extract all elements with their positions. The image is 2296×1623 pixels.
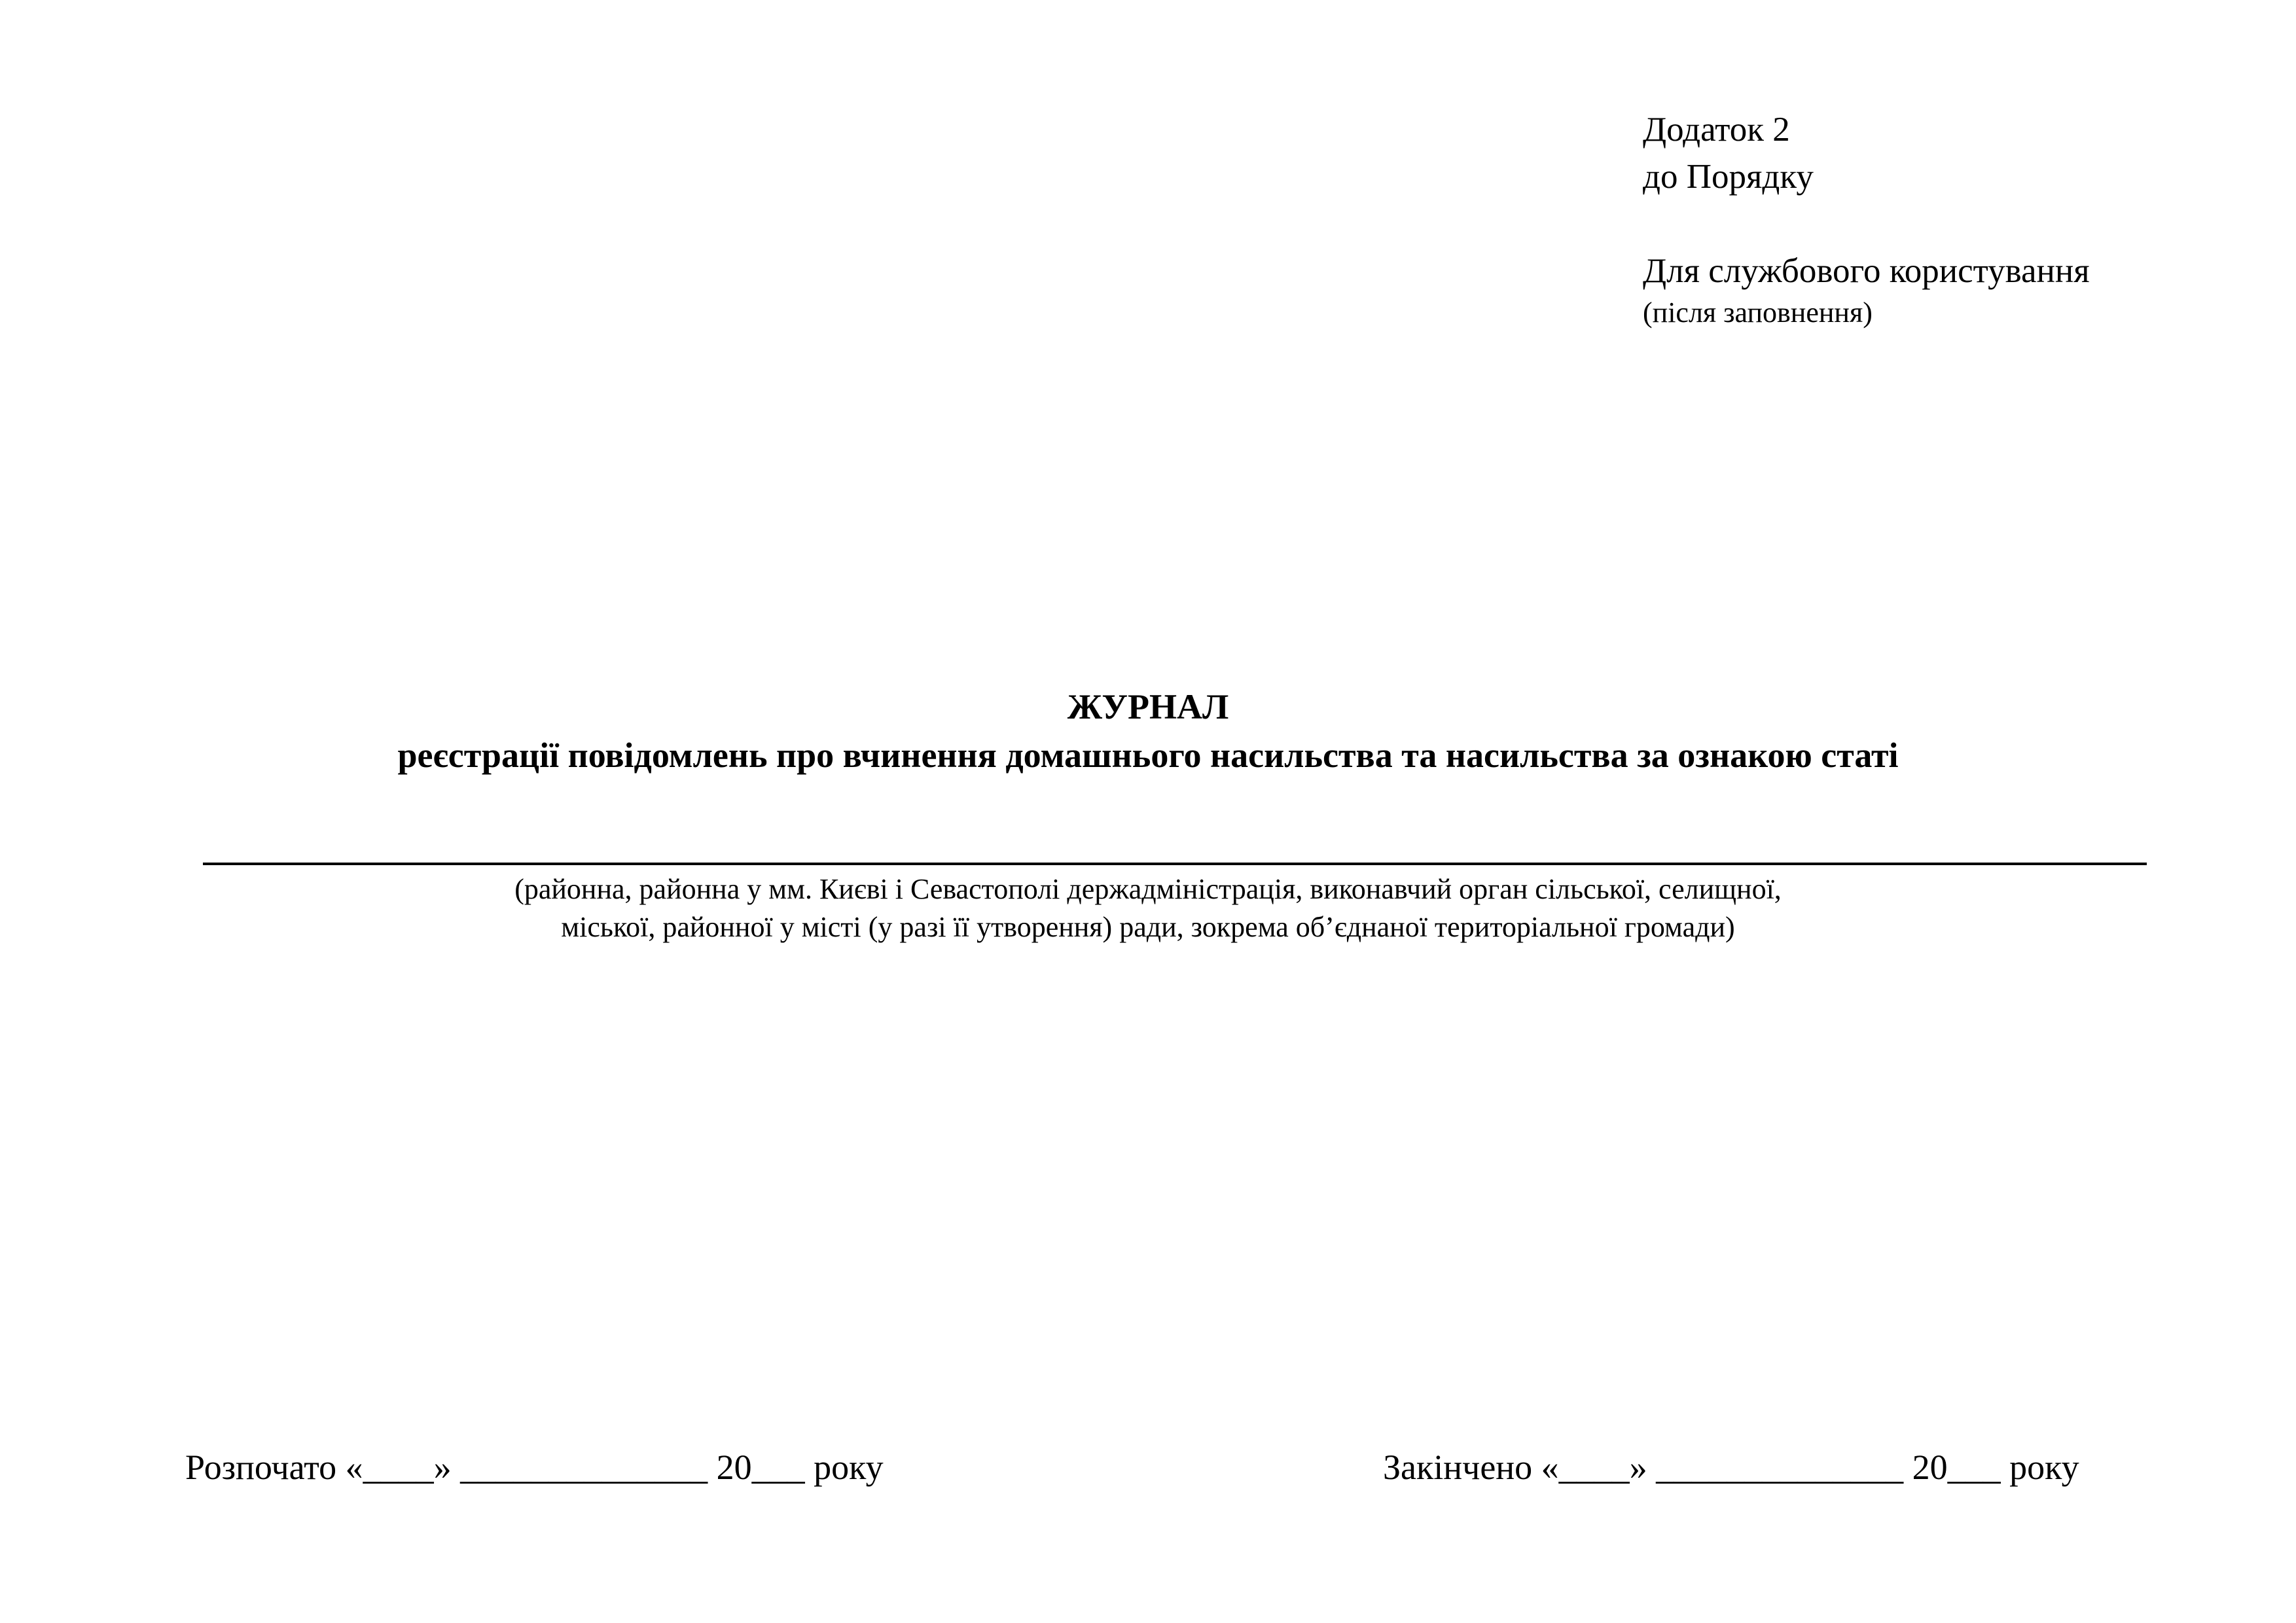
- document-subtitle: реєстрації повідомлень про вчинення домашнього насильства та насильства за ознакою статі: [397, 736, 1899, 775]
- classification-note: (після заповнення): [1643, 296, 1873, 329]
- document-title: ЖУРНАЛ: [1067, 687, 1229, 726]
- annex-spacer: [1643, 200, 2090, 247]
- organization-caption-line-1: (районна, районна у мм. Києві і Севастополі держадміністрація, виконавчий орган сільської, селищної,: [514, 873, 1782, 905]
- annex-number: Додаток 2: [1643, 111, 1790, 149]
- annex-reference: до Порядку: [1643, 158, 1814, 196]
- annex-block: [1643, 106, 2090, 331]
- organization-caption: [0, 870, 2296, 946]
- organization-caption-line-2: міської, районної у місті (у разі її утворення) ради, зокрема об’єднаної територіальної громади): [561, 911, 1735, 943]
- started-date: Розпочато «____» ______________ 20___ року: [185, 1448, 884, 1487]
- classification-label: Для службового користування: [1643, 252, 2090, 290]
- organization-fill-line: [203, 863, 2147, 865]
- finished-date: Закінчено «____» ______________ 20___ року: [1383, 1448, 2079, 1487]
